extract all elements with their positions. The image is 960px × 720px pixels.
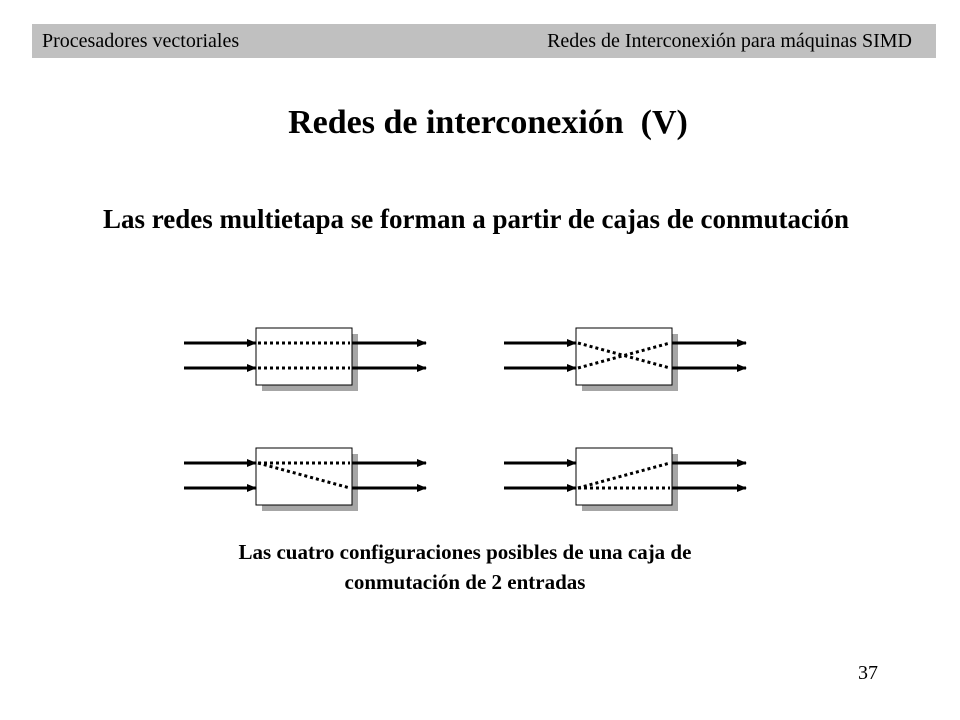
slide-title: Redes de interconexión (V) (288, 104, 688, 141)
switch-box-straight (184, 328, 426, 391)
box-body (576, 328, 672, 385)
switch-box-exchange (504, 328, 746, 391)
page-number: 37 (858, 662, 878, 684)
switch-box-lower-broadcast (504, 448, 746, 511)
switch-box-upper-broadcast (184, 448, 426, 511)
header-section-title: Redes de Interconexión para máquinas SIMD (547, 30, 912, 52)
box-body (256, 448, 352, 505)
caption-line-1: Las cuatro configuraciones posibles de una caja de (238, 540, 692, 564)
figure-caption (150, 537, 780, 597)
caption-line-2: conmutación de 2 entradas (344, 570, 586, 594)
box-body (256, 328, 352, 385)
slide-subtitle: Las redes multietapa se forman a partir de cajas de conmutación (103, 204, 849, 234)
header-course-title: Procesadores vectoriales (42, 30, 240, 52)
box-body (576, 448, 672, 505)
